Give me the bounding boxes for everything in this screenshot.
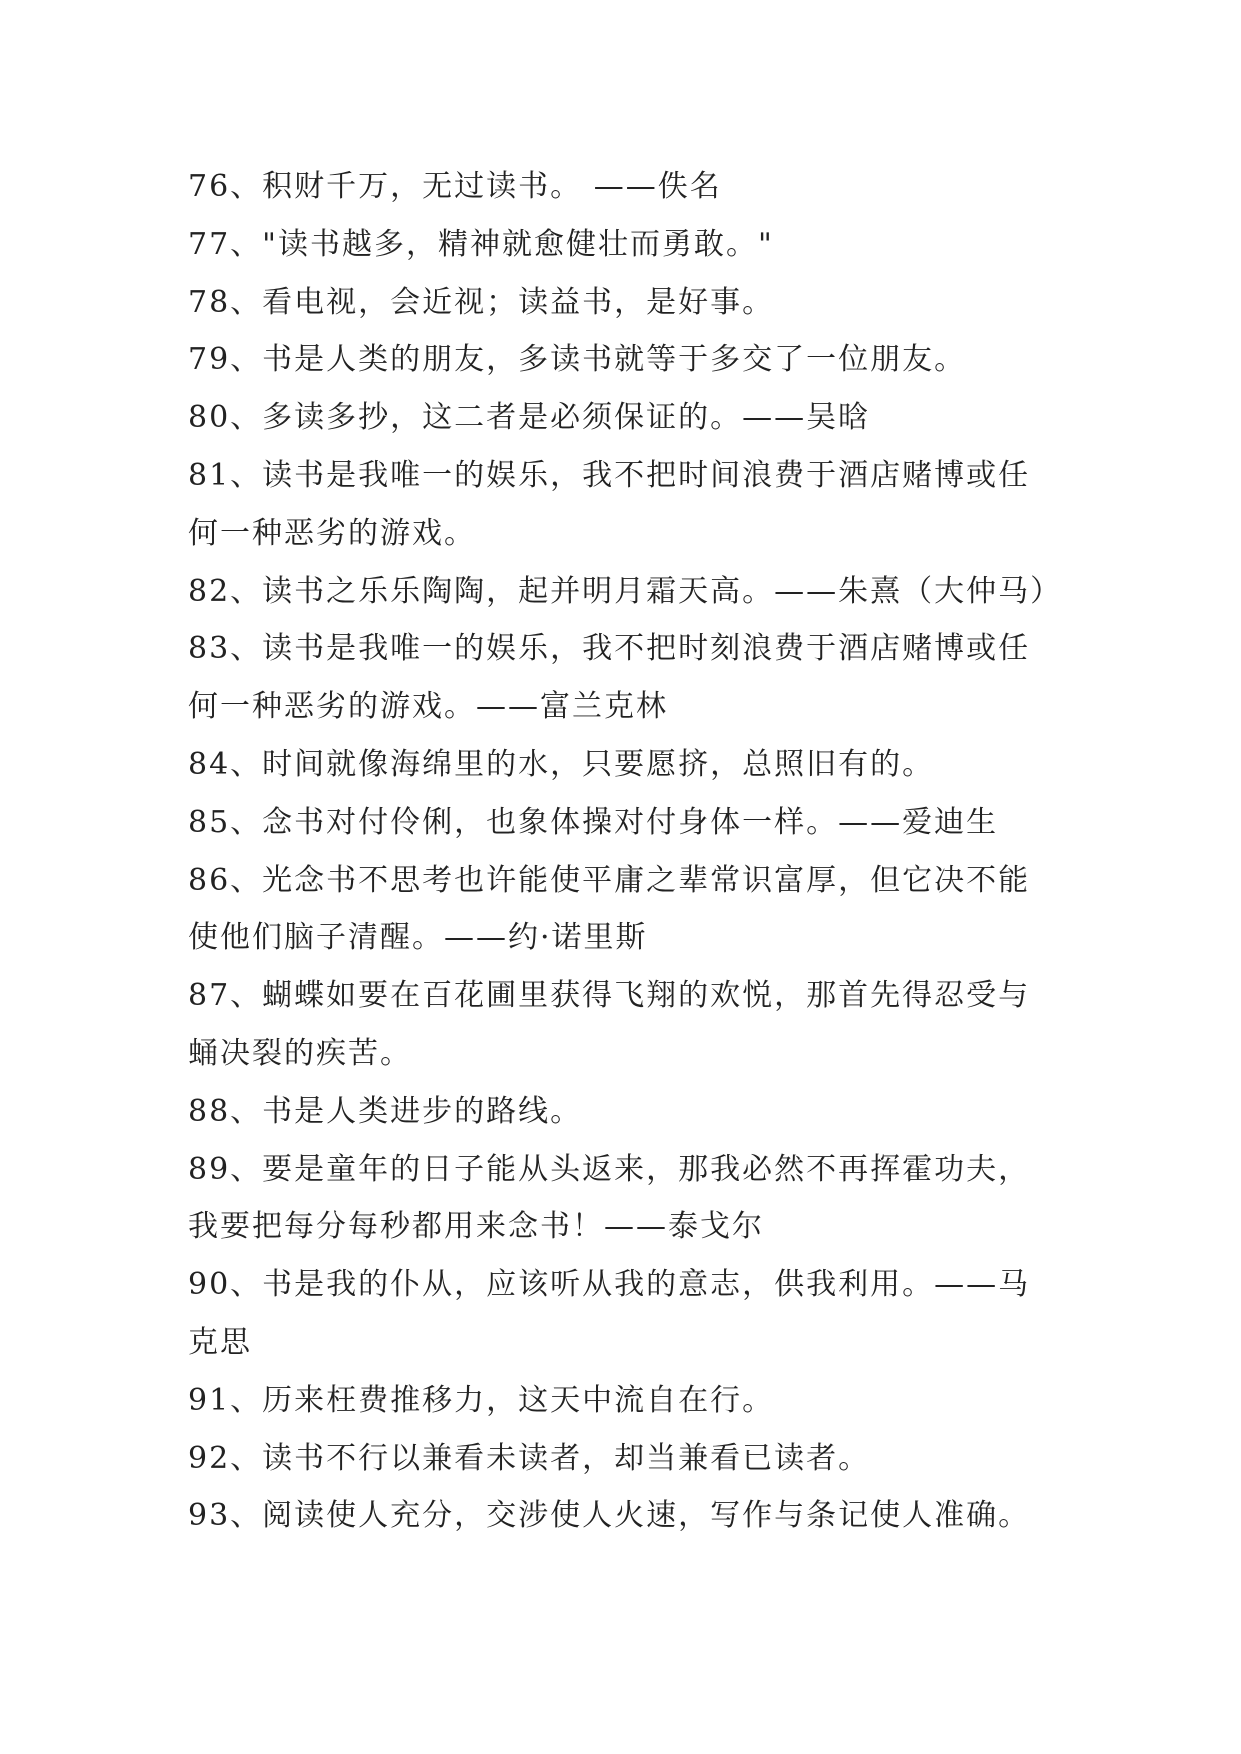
text-line: 90、书是我的仆从，应该听从我的意志，供我利用。——马 [188,1267,1031,1303]
text-line: 82、读书之乐乐陶陶，起并明月霜天高。——朱熹（大仲马） [188,573,1063,609]
text-line: 77、"读书越多，精神就愈健壮而勇敢。" [188,226,774,262]
text-line: 88、书是人类进步的路线。 [188,1093,583,1129]
text-line: 87、蝴蝶如要在百花圃里获得飞翔的欢悦，那首先得忍受与 [188,978,1031,1014]
text-line: 81、读书是我唯一的娱乐，我不把时间浪费于酒店赌博或任 [188,457,1031,493]
text-line: 克思 [188,1324,252,1360]
text-line: 79、书是人类的朋友，多读书就等于多交了一位朋友。 [188,342,967,378]
text-line: 我要把每分每秒都用来念书！——泰戈尔 [188,1209,764,1245]
text-line: 86、光念书不思考也许能使平庸之辈常识富厚，但它决不能 [188,862,1031,898]
text-line: 91、历来枉费推移力，这天中流自在行。 [188,1382,775,1418]
text-line: 83、读书是我唯一的娱乐，我不把时刻浪费于酒店赌博或任 [188,631,1031,667]
text-line: 78、看电视，会近视；读益书，是好事。 [188,284,775,320]
quote-list [188,158,1088,1545]
text-line: 80、多读多抄，这二者是必须保证的。——吴晗 [188,400,871,436]
text-line: 84、时间就像海绵里的水，只要愿挤，总照旧有的。 [188,746,935,782]
text-line: 89、要是童年的日子能从头返来，那我必然不再挥霍功夫， [188,1151,1031,1187]
text-line: 92、读书不行以兼看未读者，却当兼看已读者。 [188,1440,871,1476]
text-line: 何一种恶劣的游戏。 [188,515,476,551]
text-line: 何一种恶劣的游戏。——富兰克林 [188,689,668,725]
text-line: 使他们脑子清醒。——约·诺里斯 [188,920,648,956]
text-line: 76、积财千万，无过读书。 ——佚名 [188,169,722,204]
text-line: 蛹决裂的疾苦。 [188,1035,412,1071]
text-line: 85、念书对付伶俐，也象体操对付身体一样。——爱迪生 [188,804,999,840]
text-line: 93、阅读使人充分，交涉使人火速，写作与条记使人准确。 [188,1498,1031,1534]
